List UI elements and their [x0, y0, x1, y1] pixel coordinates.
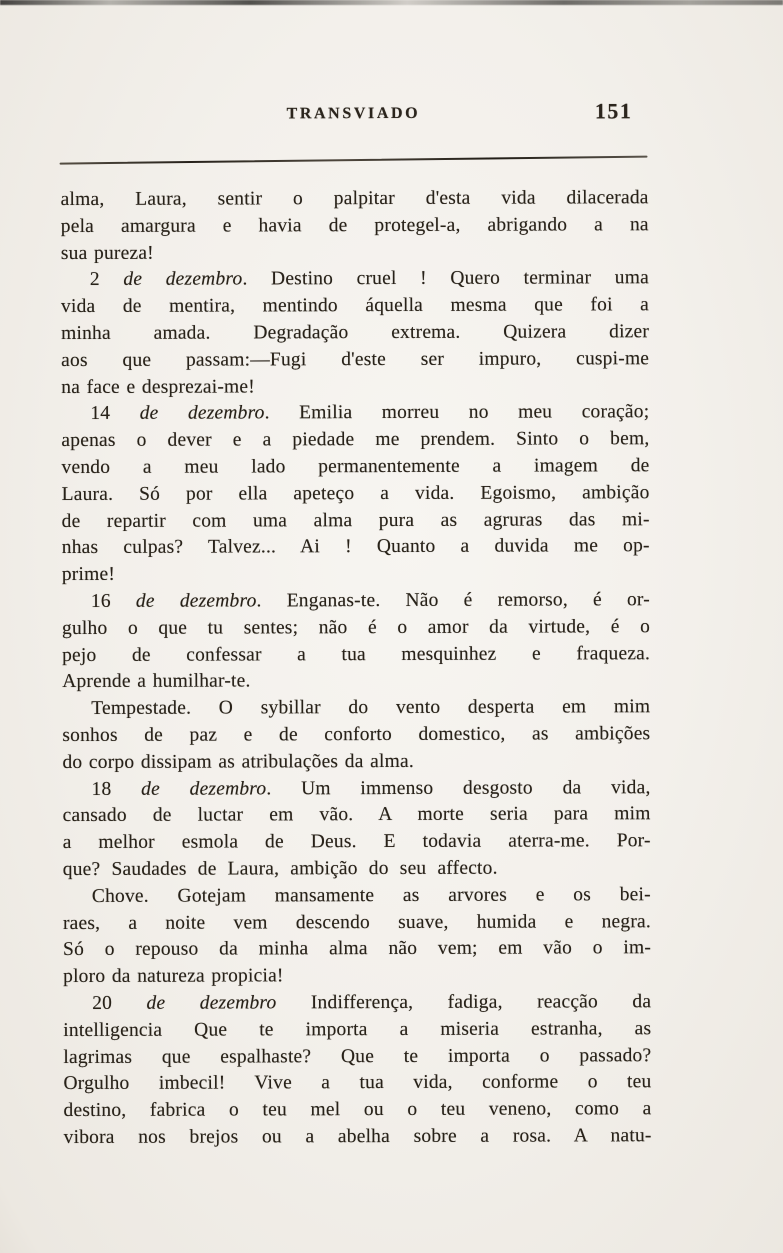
- text-segment: . Um immenso desgosto da vida,: [266, 776, 651, 799]
- text-segment: Laura. Só por ella apeteço a vida. Egoismo, ambição: [61, 481, 650, 505]
- text-segment: ploro da natureza propicia!: [63, 965, 284, 988]
- text-line: [62, 668, 650, 697]
- date-heading: de dezembro: [139, 402, 265, 425]
- text-segment: de repartir com uma alma pura as agruras das mi-: [61, 508, 650, 532]
- text-line: [62, 694, 650, 723]
- text-segment: alma, Laura, sentir o palpitar d'esta vida dilacerada: [60, 187, 649, 211]
- text-line: [62, 775, 650, 804]
- text-segment: . Destino cruel ! Quero terminar uma: [242, 267, 649, 290]
- date-heading: de dezembro: [141, 777, 267, 800]
- text-segment: que? Saudades de Laura, ambição do seu affecto.: [62, 857, 498, 880]
- page-number: 151: [594, 98, 633, 124]
- text-line: [63, 1016, 651, 1045]
- text-line: [61, 319, 649, 348]
- text-line: [61, 346, 649, 375]
- date-heading: de dezembro: [135, 590, 257, 612]
- text-line: [63, 935, 651, 964]
- text-segment: . Enganas-te. Não é remorso, é or-: [256, 589, 650, 612]
- text-line: [63, 828, 651, 857]
- text-segment: intelligencia Que te importa a miseria estranha, as: [63, 1017, 652, 1041]
- text-segment: 18: [91, 778, 142, 800]
- text-segment: 2: [89, 269, 124, 291]
- text-line: [62, 587, 650, 616]
- text-line: [61, 266, 649, 295]
- text-line: [63, 1069, 651, 1098]
- text-line: [63, 1043, 651, 1072]
- text-segment: na face e desprezai-me!: [61, 376, 255, 398]
- text-line: [61, 185, 649, 214]
- text-line: [61, 400, 649, 429]
- date-heading: de dezembro: [123, 268, 243, 291]
- text-line: [62, 641, 650, 670]
- text-line: [63, 989, 651, 1018]
- text-segment: 14: [90, 403, 140, 425]
- text-line: [63, 882, 651, 911]
- text-line: [62, 480, 650, 509]
- text-segment: Orgulho imbecil! Vive a tua vida, conforme o teu: [63, 1071, 652, 1095]
- text-segment: apenas o dever e a piedade me prendem. Sinto o bem,: [61, 428, 650, 452]
- text-segment: destino, fabrica o teu mel ou o teu veneno, como a: [63, 1098, 652, 1122]
- text-segment: 20: [92, 992, 147, 1014]
- text-segment: vibora nos brejos ou a abelha sobre a rosa. A natu-: [63, 1125, 652, 1148]
- text-line: [62, 721, 650, 750]
- text-line: [61, 212, 649, 241]
- text-line: [63, 909, 651, 938]
- text-segment: a melhor esmola de Deus. E todavia aterra-me. Por-: [62, 830, 651, 854]
- text-segment: . Emilia morreu no meu coração;: [264, 401, 650, 424]
- text-line: [62, 507, 650, 536]
- text-line: [64, 1123, 652, 1152]
- text-line: [61, 239, 649, 268]
- text-line: [61, 453, 649, 482]
- text-line: [61, 426, 649, 455]
- text-segment: Indifferença, fadiga, reacção da: [276, 991, 652, 1014]
- text-segment: sua pureza!: [60, 242, 154, 264]
- text-segment: raes, a noite vem descendo suave, humida e negra.: [62, 910, 651, 934]
- text-line: [63, 962, 651, 991]
- text-line: [63, 855, 651, 884]
- text-segment: minha amada. Degradação extrema. Quizera dizer: [61, 321, 650, 345]
- text-line: [62, 534, 650, 563]
- text-segment: 16: [90, 590, 136, 612]
- date-heading: de dezembro: [146, 992, 277, 1014]
- text-line: [62, 560, 650, 589]
- text-segment: prime!: [61, 564, 116, 586]
- text-segment: do corpo dissipam as atribulações da alma.: [62, 750, 414, 773]
- text-segment: Chove. Gotejam mansamente as arvores e os bei-: [91, 883, 651, 907]
- text-block: [61, 185, 652, 1152]
- text-segment: aos que passam:—Fugi d'este ser impuro, cuspi-me: [61, 347, 650, 371]
- text-line: [61, 373, 649, 402]
- text-segment: pejo de confessar a tua mesquinhez e fraqueza.: [62, 642, 651, 666]
- text-segment: gulho o que tu sentes; não é o amor da virtude, é o: [61, 615, 651, 639]
- text-segment: lagrimas que espalhaste? Que te importa o passado?: [63, 1044, 652, 1068]
- text-segment: nhas culpas? Talvez... Ai ! Quanto a duvida me op-: [61, 535, 650, 559]
- text-segment: vida de mentira, mentindo áquella mesma que foi a: [60, 294, 650, 318]
- text-segment: sonhos de paz e de conforto domestico, as ambições: [62, 723, 651, 746]
- running-title: TRANSVIADO: [286, 104, 421, 123]
- text-segment: Só o repouso da minha alma não vem; em vão o im-: [62, 937, 652, 961]
- text-line: [63, 1096, 651, 1125]
- text-line: [62, 614, 650, 643]
- text-line: [63, 802, 651, 831]
- text-line: [62, 748, 650, 777]
- text-segment: cansado de luctar em vão. A morte seria para mim: [62, 803, 651, 827]
- text-segment: vendo a meu lado permanentemente a imagem de: [61, 455, 650, 479]
- text-segment: Tempestade. O sybillar do vento desperta em mim: [91, 696, 651, 720]
- header-rule: [60, 156, 648, 165]
- text-segment: pela amargura e havia de protegel-a, abrigando a na: [60, 213, 649, 237]
- text-segment: Aprende a humilhar-te.: [62, 670, 251, 693]
- text-line: [61, 292, 649, 321]
